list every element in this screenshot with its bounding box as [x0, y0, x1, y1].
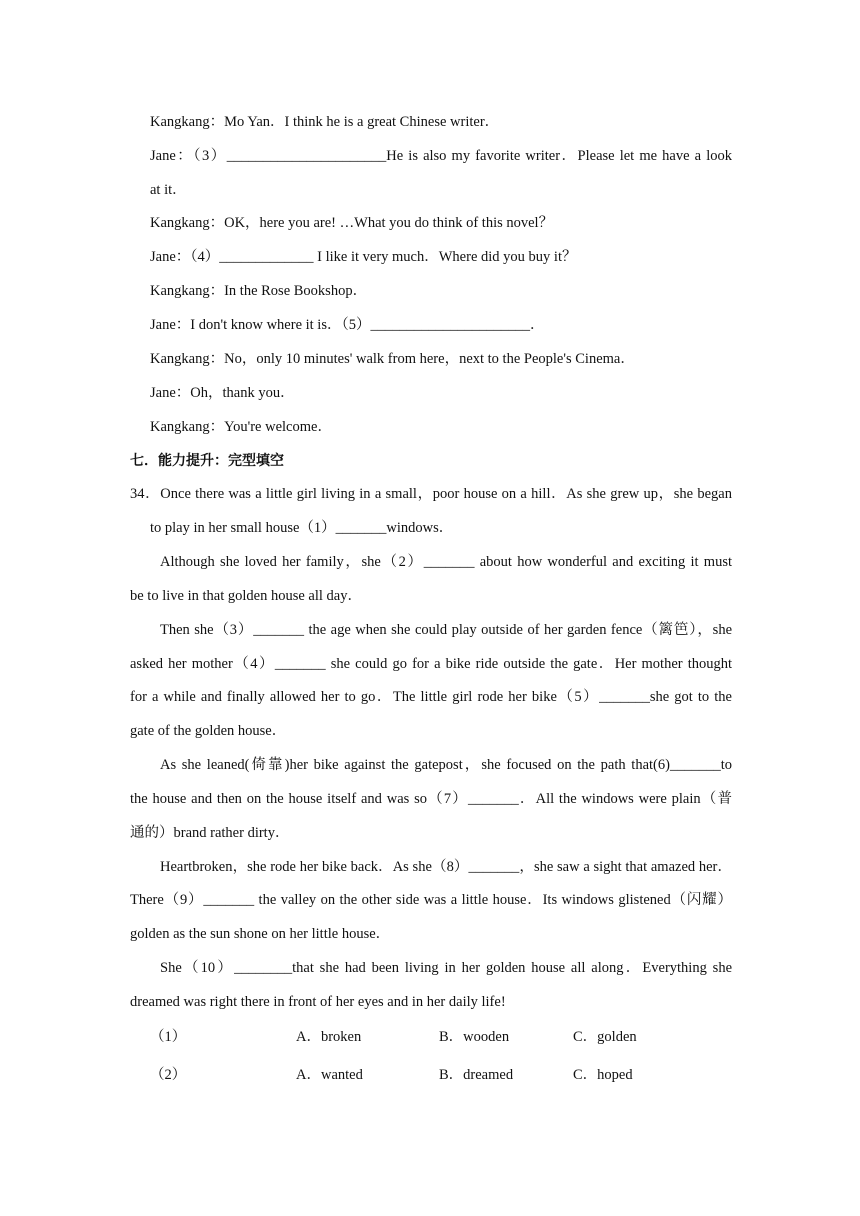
- option-a[interactable]: A．broken: [296, 1029, 362, 1045]
- passage-line: for a while and finally allowed her to go．The little girl rode her bike（5）_______she got to the: [130, 689, 732, 705]
- option-c[interactable]: C．golden: [573, 1029, 637, 1045]
- dialogue-line: Jane：（3）______________________He is also my favorite writer．Please let me have a look: [150, 148, 732, 164]
- question-number: （1）: [150, 1029, 187, 1045]
- dialogue-line: Jane：I don't know where it is．（5）______________________．: [150, 317, 545, 333]
- passage-line: asked her mother（4）_______ she could go for a bike ride outside the gate．Her mother thought: [130, 656, 732, 672]
- dialogue-line: at it．: [150, 182, 187, 198]
- passage-line: be to live in that golden house all day．: [130, 588, 362, 604]
- dialogue-line: Kangkang：No，only 10 minutes' walk from here，next to the People's Cinema．: [150, 351, 635, 367]
- dialogue-line: Kangkang：Mo Yan．I think he is a great Chinese writer．: [150, 114, 500, 130]
- passage-line: to play in her small house（1）_______windows．: [150, 520, 454, 536]
- passage-line: 通的）brand rather dirty．: [130, 825, 290, 841]
- passage-line: Heartbroken，she rode her bike back．As she（8）_______，she saw a sight that amazed her．: [160, 859, 732, 875]
- option-a[interactable]: A．wanted: [296, 1067, 363, 1083]
- question-number: （2）: [150, 1067, 187, 1083]
- passage-line: 34．Once there was a little girl living in a small，poor house on a hill．As she grew up，she began: [130, 486, 732, 502]
- option-b[interactable]: B．dreamed: [439, 1067, 514, 1083]
- passage-line: There（9）_______ the valley on the other side was a little house．Its windows glistened（闪耀）: [130, 892, 732, 908]
- passage-line: Although she loved her family，she（2）_______ about how wonderful and exciting it must: [160, 554, 732, 570]
- passage-line: gate of the golden house．: [130, 723, 287, 739]
- dialogue-line: Jane：Oh，thank you．: [150, 385, 295, 401]
- option-c[interactable]: C．hoped: [573, 1067, 633, 1083]
- section-title: 七．能力提升：完型填空: [130, 453, 284, 469]
- passage-line: dreamed was right there in front of her eyes and in her daily life!: [130, 994, 506, 1010]
- dialogue-line: Kangkang：In the Rose Bookshop．: [150, 283, 368, 299]
- dialogue-line: Kangkang：OK，here you are! …What you do think of this novel？: [150, 215, 554, 231]
- passage-line: Then she（3）_______ the age when she could play outside of her garden fence（篱笆），she: [160, 622, 732, 638]
- passage-line: the house and then on the house itself and was so（7）_______．All the windows were plain（普: [130, 791, 732, 807]
- passage-line: golden as the sun shone on her little house．: [130, 926, 391, 942]
- passage-line: She（10）________that she had been living in her golden house all along．Everything she: [160, 960, 732, 976]
- option-b[interactable]: B．wooden: [439, 1029, 510, 1045]
- dialogue-line: Jane：（4）_____________ I like it very much．Where did you buy it？: [150, 249, 577, 265]
- passage-line: As she leaned(倚靠)her bike against the gatepost，she focused on the path that(6)_______to: [160, 757, 732, 773]
- dialogue-line: Kangkang：You're welcome．: [150, 419, 332, 435]
